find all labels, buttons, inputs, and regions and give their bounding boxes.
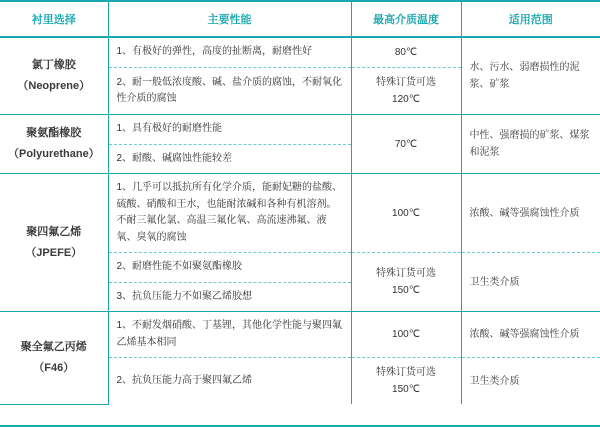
temperature-cell: 100℃ bbox=[351, 312, 461, 358]
temperature-cell: 80℃ bbox=[351, 37, 461, 68]
performance-cell: 1、不耐发烟硝酸、丁基锂，其他化学性能与聚四氟乙烯基本相同 bbox=[108, 312, 351, 358]
scope-cell: 卫生类介质 bbox=[461, 358, 600, 405]
scope-cell: 中性、强磨损的矿浆、煤浆和泥浆 bbox=[461, 115, 600, 174]
performance-cell: 1、几乎可以抵抗所有化学介质，能耐妃糖的盐酸、硫酸、硝酸和王水，也能耐浓碱和各种有机溶剂。不耐三氟化氯、高温三氟化氧、高流速沸氟、液氧、臭氧的腐蚀 bbox=[108, 174, 351, 253]
material-cell-neoprene: 氯丁橡胶 （Neoprene） bbox=[0, 37, 108, 115]
material-cell-polyurethane: 聚氨酯橡胶 （Polyurethane） bbox=[0, 115, 108, 174]
table-row bbox=[0, 174, 600, 253]
performance-cell: 2、抗负压能力高于聚四氟乙烯 bbox=[108, 358, 351, 405]
performance-cell: 1、具有极好的耐磨性能 bbox=[108, 115, 351, 145]
table-row bbox=[0, 312, 600, 358]
column-header-scope: 适用范围 bbox=[461, 1, 600, 37]
performance-cell: 1、有极好的弹性，高度的扯断离，耐磨性好 bbox=[108, 37, 351, 68]
scope-cell: 水、污水、弱磨损性的泥浆、矿浆 bbox=[461, 37, 600, 115]
material-cell-f46: 聚全氟乙丙烯 （F46） bbox=[0, 312, 108, 405]
temperature-cell: 特殊订货可选 120℃ bbox=[351, 68, 461, 115]
performance-cell: 2、耐酸、碱腐蚀性能较差 bbox=[108, 144, 351, 174]
table-body bbox=[0, 37, 600, 404]
performance-cell: 3、抗负压能力不如聚乙烯胶想 bbox=[108, 282, 351, 312]
scope-cell: 浓酸、碱等强腐蚀性介质 bbox=[461, 312, 600, 358]
temperature-cell: 特殊订货可选 150℃ bbox=[351, 253, 461, 312]
column-header-lining: 衬里选择 bbox=[0, 1, 108, 37]
column-header-temperature: 最高介质温度 bbox=[351, 1, 461, 37]
temperature-cell: 100℃ bbox=[351, 174, 461, 253]
material-cell-jpefe: 聚四氟乙烯 （JPEFE） bbox=[0, 174, 108, 312]
column-header-performance: 主要性能 bbox=[108, 1, 351, 37]
performance-cell: 2、耐一般低浓度酸、碱、盐介质的腐蚀，不耐氧化性介质的腐蚀 bbox=[108, 68, 351, 115]
performance-cell: 2、耐磨性能不如聚氨酯橡胶 bbox=[108, 253, 351, 283]
scope-cell: 卫生类介质 bbox=[461, 253, 600, 312]
temperature-cell: 70℃ bbox=[351, 115, 461, 174]
table-header-row bbox=[0, 1, 600, 37]
table-header bbox=[0, 1, 600, 37]
temperature-cell: 特殊订货可选 150℃ bbox=[351, 358, 461, 405]
table-row bbox=[0, 115, 600, 145]
table-row bbox=[0, 37, 600, 68]
scope-cell: 浓酸、碱等强腐蚀性介质 bbox=[461, 174, 600, 253]
